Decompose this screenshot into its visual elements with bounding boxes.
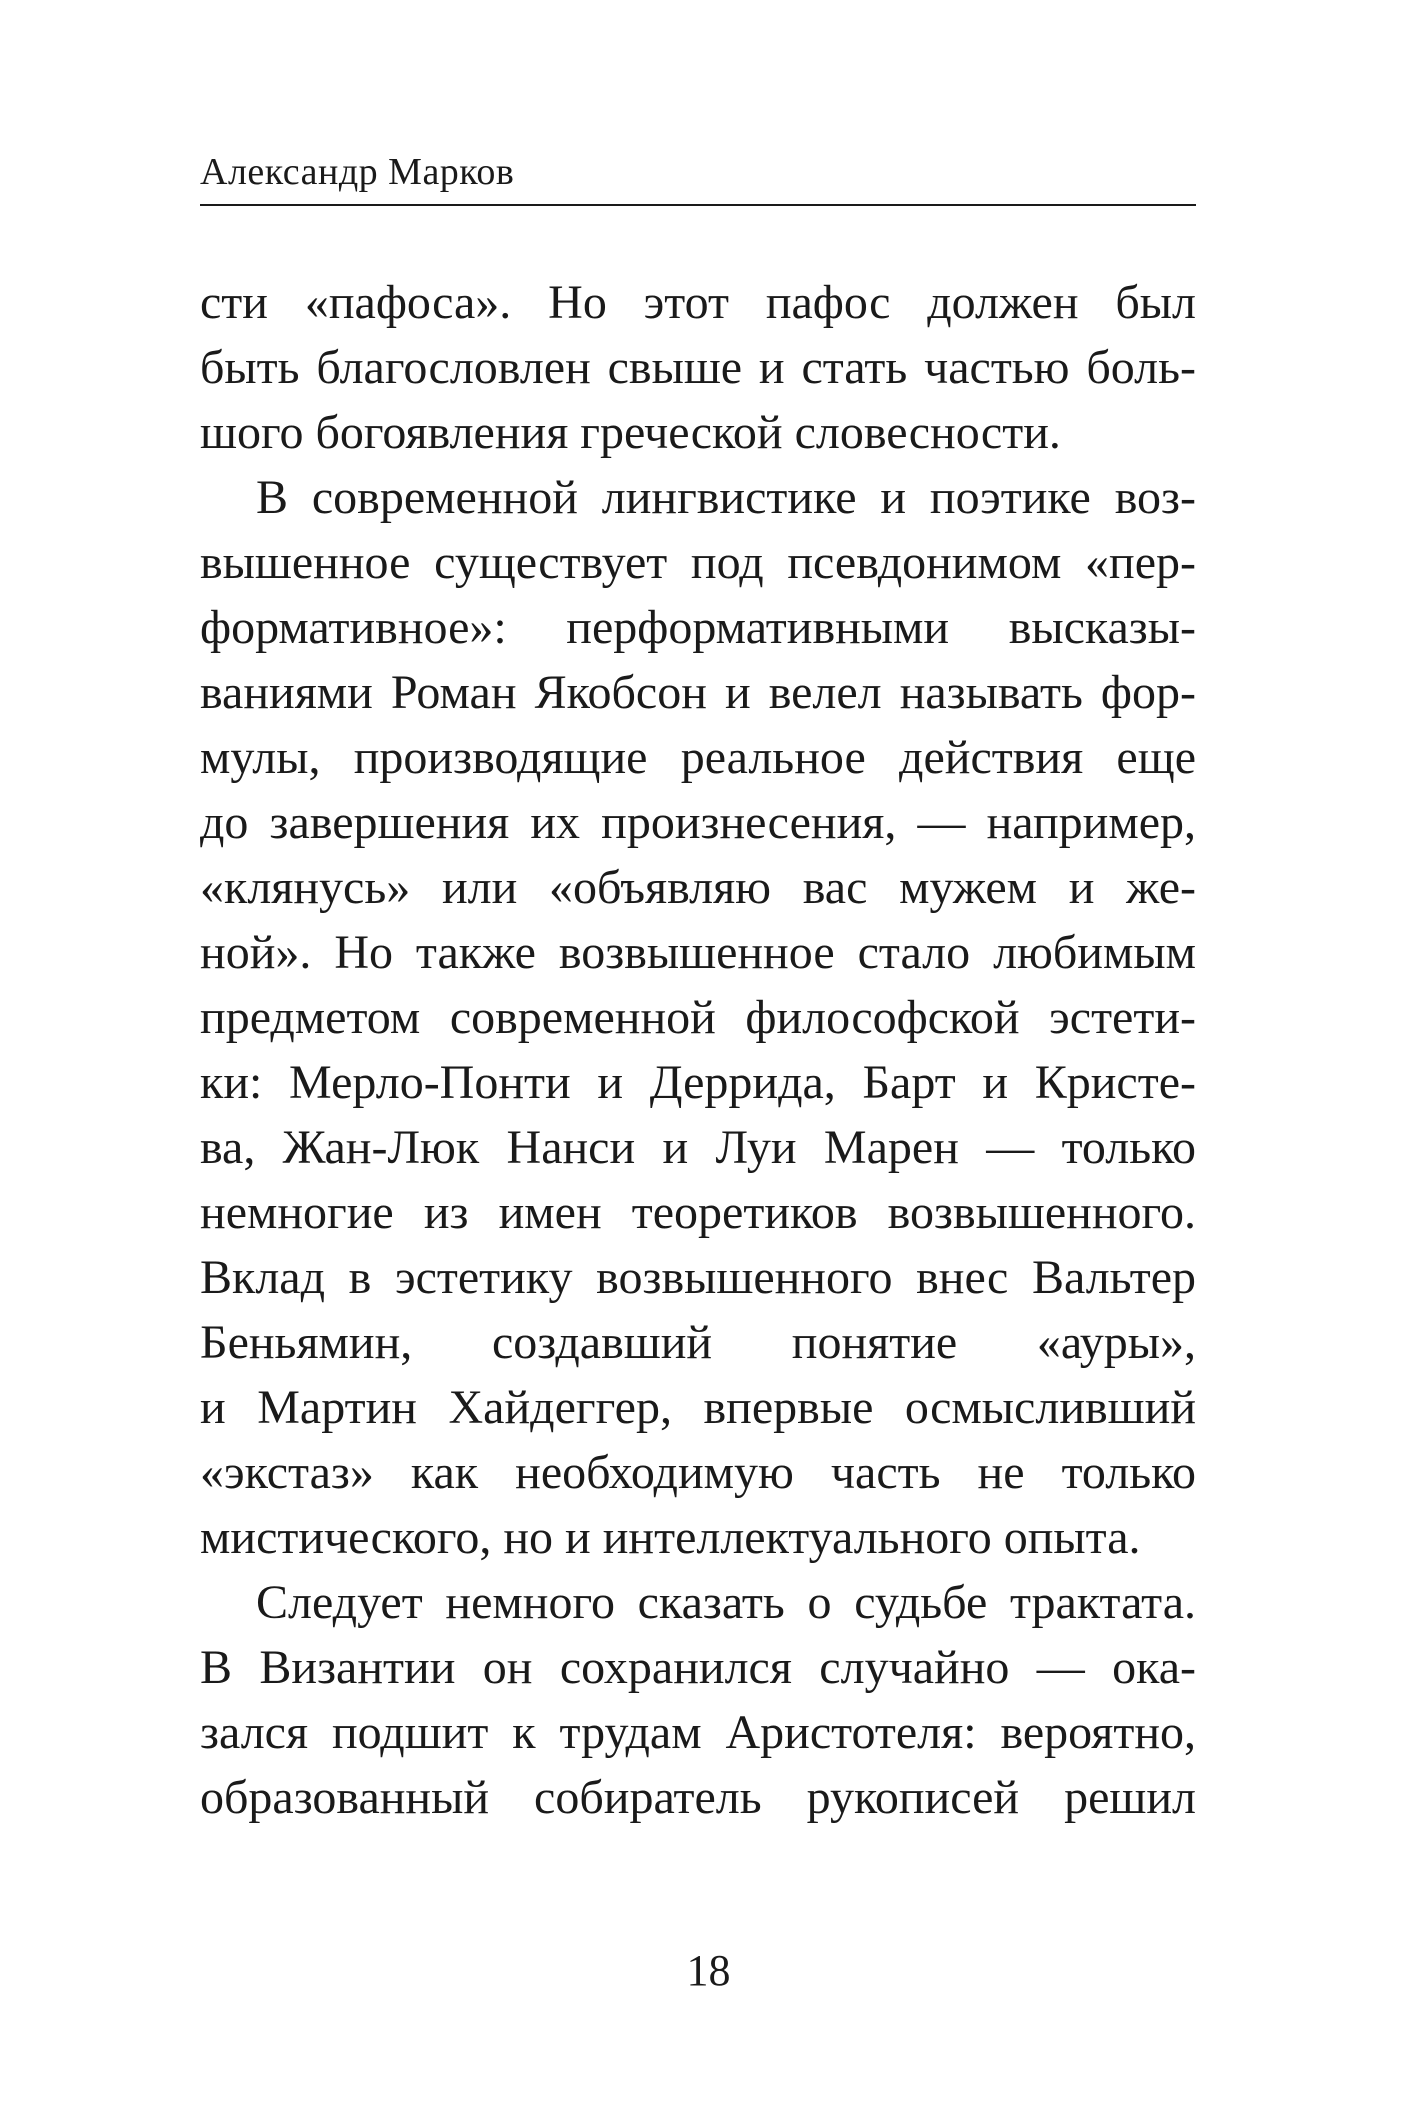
text-line: до завершения их произнесения, — например, [200,796,1196,849]
text-line: ваниями Роман Якобсон и велел называть фор- [200,666,1196,719]
text-line: шого богоявления греческой словесности. [200,406,1061,459]
text-line: мулы, производящие реальное действия еще [200,731,1196,784]
text-line: быть благословлен свыше и стать частью боль- [200,341,1196,394]
text-line: «клянусь» или «объявляю вас мужем и же- [200,861,1196,914]
author-name: Александр Марков [200,151,515,193]
text-line: В современной лингвистике и поэтике воз- [256,471,1196,524]
running-header [200,150,1196,206]
text-line: «экстаз» как необходимую часть не только [200,1446,1196,1499]
text-line: Следует немного сказать о судьбе трактата. [256,1576,1196,1629]
text-line: формативное»: перформативными высказы- [200,601,1196,654]
text-line: предметом современной философской эстети- [200,991,1196,1044]
text-line: мистического, но и интеллектуального опыта. [200,1511,1141,1564]
text-line: немногие из имен теоретиков возвышенного. [200,1186,1196,1239]
text-line: Беньямин, создавший понятие «ауры», [200,1316,1196,1369]
text-line: Вклад в эстетику возвышенного внес Вальтер [200,1251,1196,1304]
text-line: ки: Мерло-Понти и Деррида, Барт и Кристе- [200,1056,1196,1109]
text-line: сти «пафоса». Но этот пафос должен был [200,276,1196,329]
text-line: ной». Но также возвышенное стало любимым [200,926,1196,979]
body-text [200,270,1196,1830]
text-line: ва, Жан-Люк Нанси и Луи Марен — только [200,1121,1196,1174]
text-line: вышенное существует под псевдонимом «пер- [200,536,1196,589]
text-line: образованный собиратель рукописей решил [200,1771,1196,1824]
text-line: и Мартин Хайдеггер, впервые осмысливший [200,1381,1196,1434]
text-line: зался подшит к трудам Аристотеля: вероятно, [200,1706,1196,1759]
text-line: В Византии он сохранился случайно — ока- [200,1641,1196,1694]
page-number: 18 [686,1946,731,1995]
